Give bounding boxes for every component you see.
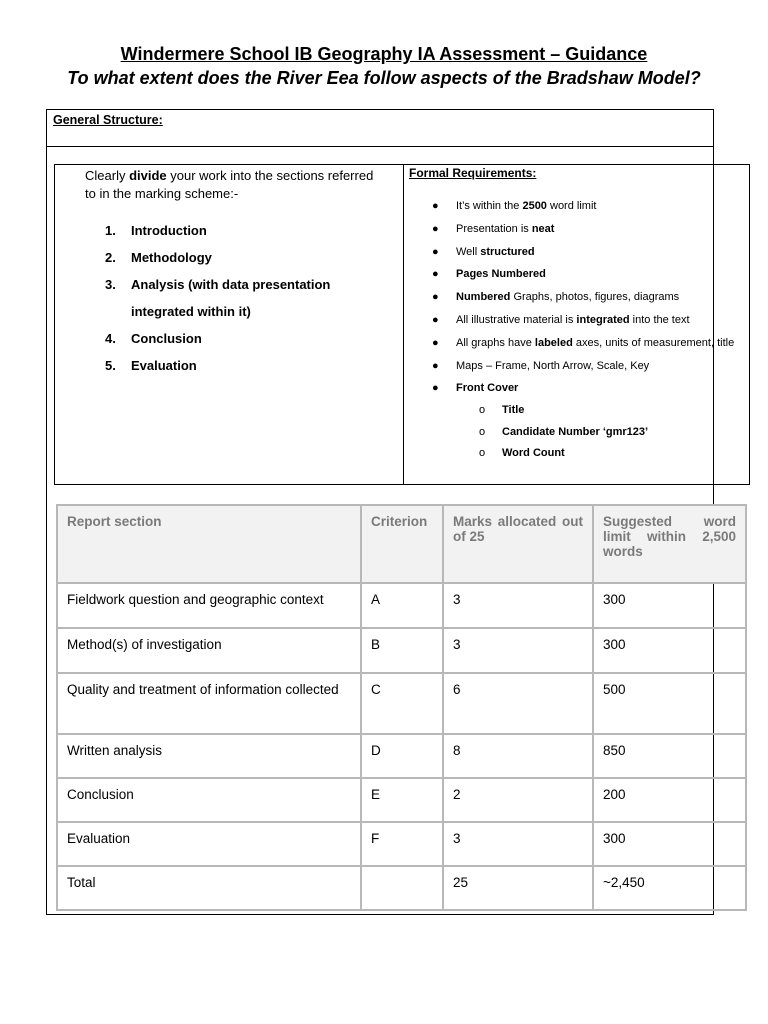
table-cell: 300 bbox=[593, 822, 746, 866]
req-text: word limit bbox=[546, 200, 597, 212]
requirement-item bbox=[424, 218, 744, 241]
general-structure-row bbox=[47, 110, 713, 147]
req-bold: neat bbox=[531, 222, 555, 235]
requirements-list bbox=[424, 195, 744, 465]
table-cell: Fieldwork question and geographic context bbox=[57, 583, 361, 628]
intro-text-bold: divide bbox=[129, 168, 167, 183]
table-cell: 850 bbox=[593, 734, 746, 778]
column-header: Criterion bbox=[361, 505, 443, 583]
req-text: All graphs have bbox=[456, 336, 535, 349]
table-row bbox=[57, 734, 746, 778]
front-cover-label: Candidate Number ‘gmr123’ bbox=[502, 425, 649, 438]
table-cell: Total bbox=[57, 866, 361, 910]
table-row bbox=[57, 822, 746, 866]
bullet-icon: ● bbox=[432, 245, 439, 258]
sections-panel bbox=[55, 165, 404, 484]
requirement-item bbox=[424, 332, 744, 355]
req-text: Presentation is bbox=[456, 222, 532, 235]
table-row bbox=[57, 778, 746, 822]
bullet-icon: ● bbox=[432, 222, 439, 235]
table-cell: 6 bbox=[443, 673, 593, 734]
requirement-item bbox=[424, 263, 744, 286]
bullet-icon: ● bbox=[432, 313, 439, 326]
bullet-icon: ● bbox=[432, 268, 439, 281]
column-header: Report section bbox=[57, 505, 361, 583]
front-cover-item bbox=[424, 443, 744, 465]
section-item bbox=[105, 217, 371, 244]
table-cell: 300 bbox=[593, 583, 746, 628]
front-cover-label: Word Count bbox=[502, 447, 565, 460]
bullet-icon: ● bbox=[432, 382, 439, 395]
req-text: Well bbox=[456, 245, 481, 258]
table-cell: 3 bbox=[443, 822, 593, 866]
document-title: Windermere School IB Geography IA Assessment – Guidance bbox=[120, 44, 648, 64]
table-header-row bbox=[57, 505, 746, 583]
req-bold: labeled bbox=[534, 336, 573, 349]
table-cell: Conclusion bbox=[57, 778, 361, 822]
table-cell: Method(s) of investigation bbox=[57, 628, 361, 673]
table-cell: E bbox=[361, 778, 443, 822]
table-cell: F bbox=[361, 822, 443, 866]
sections-list bbox=[105, 217, 371, 379]
table-cell: ~2,450 bbox=[593, 866, 746, 910]
req-bold: structured bbox=[480, 245, 535, 258]
section-item bbox=[105, 271, 371, 325]
section-number: 5. bbox=[105, 358, 116, 373]
table-row bbox=[57, 628, 746, 673]
general-structure-label: General Structure: bbox=[53, 113, 163, 127]
table-cell: Evaluation bbox=[57, 822, 361, 866]
table-cell: 3 bbox=[443, 628, 593, 673]
marks-table-wrapper bbox=[56, 504, 745, 911]
document-header bbox=[0, 42, 768, 90]
section-number: 4. bbox=[105, 331, 116, 346]
formal-requirements-panel bbox=[404, 165, 749, 484]
table-cell: B bbox=[361, 628, 443, 673]
section-label: Evaluation bbox=[131, 358, 197, 373]
req-bold: Front Cover bbox=[456, 382, 519, 395]
bullet-icon: ● bbox=[432, 291, 439, 304]
table-cell bbox=[361, 866, 443, 910]
intro-text-end: your work into the sections referred to in the marking scheme:- bbox=[85, 168, 374, 201]
section-label: Conclusion bbox=[131, 331, 202, 346]
table-cell: 3 bbox=[443, 583, 593, 628]
req-text: axes, units of measurement, title bbox=[572, 336, 735, 349]
bullet-icon: ● bbox=[432, 359, 439, 372]
section-label: Analysis (with data presentation integrated within it) bbox=[131, 277, 331, 319]
intro-text-start: Clearly bbox=[85, 168, 130, 183]
req-text: All illustrative material is bbox=[456, 313, 577, 326]
section-item bbox=[105, 244, 371, 271]
req-bold: Pages Numbered bbox=[456, 268, 546, 281]
req-text: It’s within the bbox=[456, 200, 523, 212]
req-text: Maps – Frame, North Arrow, Scale, Key bbox=[456, 359, 650, 372]
requirement-item bbox=[424, 241, 744, 264]
sub-bullet-icon: o bbox=[479, 425, 486, 438]
structure-requirements-box bbox=[54, 164, 750, 485]
column-header: Marks allocated out of 25 bbox=[443, 505, 593, 583]
section-label: Methodology bbox=[131, 250, 212, 265]
req-bold: 2500 bbox=[522, 200, 547, 212]
table-cell: Written analysis bbox=[57, 734, 361, 778]
requirement-item bbox=[424, 309, 744, 332]
requirement-item bbox=[424, 377, 744, 400]
section-item bbox=[105, 325, 371, 352]
requirement-item bbox=[424, 286, 744, 309]
table-row bbox=[57, 583, 746, 628]
section-item bbox=[105, 352, 371, 379]
section-number: 1. bbox=[105, 223, 116, 238]
req-bold: Numbered bbox=[456, 291, 511, 304]
table-cell: Quality and treatment of information collected bbox=[57, 673, 361, 734]
column-header: Suggested word limit within 2,500 words bbox=[593, 505, 746, 583]
sub-bullet-icon: o bbox=[479, 447, 486, 460]
marks-table bbox=[56, 504, 747, 911]
table-cell: C bbox=[361, 673, 443, 734]
sections-intro bbox=[85, 167, 385, 203]
section-number: 2. bbox=[105, 250, 116, 265]
table-total-row bbox=[57, 866, 746, 910]
bullet-icon: ● bbox=[432, 200, 439, 212]
requirement-item bbox=[424, 355, 744, 378]
sub-bullet-icon: o bbox=[479, 404, 486, 417]
section-label: Introduction bbox=[131, 223, 207, 238]
document-subtitle: To what extent does the River Eea follow aspects of the Bradshaw Model? bbox=[67, 68, 701, 88]
table-cell: 200 bbox=[593, 778, 746, 822]
formal-requirements-title: Formal Requirements: bbox=[409, 166, 537, 180]
bullet-icon: ● bbox=[432, 336, 439, 349]
req-bold: integrated bbox=[576, 313, 630, 326]
table-cell: 300 bbox=[593, 628, 746, 673]
table-cell: A bbox=[361, 583, 443, 628]
table-cell: 8 bbox=[443, 734, 593, 778]
front-cover-label: Title bbox=[502, 404, 525, 417]
table-row bbox=[57, 673, 746, 734]
front-cover-item bbox=[424, 400, 744, 422]
table-cell: 500 bbox=[593, 673, 746, 734]
req-text: Graphs, photos, figures, diagrams bbox=[510, 291, 680, 304]
table-cell: D bbox=[361, 734, 443, 778]
front-cover-item bbox=[424, 422, 744, 444]
req-text: into the text bbox=[629, 313, 690, 326]
table-cell: 2 bbox=[443, 778, 593, 822]
section-number: 3. bbox=[105, 277, 116, 292]
requirement-item bbox=[424, 195, 744, 218]
table-cell: 25 bbox=[443, 866, 593, 910]
